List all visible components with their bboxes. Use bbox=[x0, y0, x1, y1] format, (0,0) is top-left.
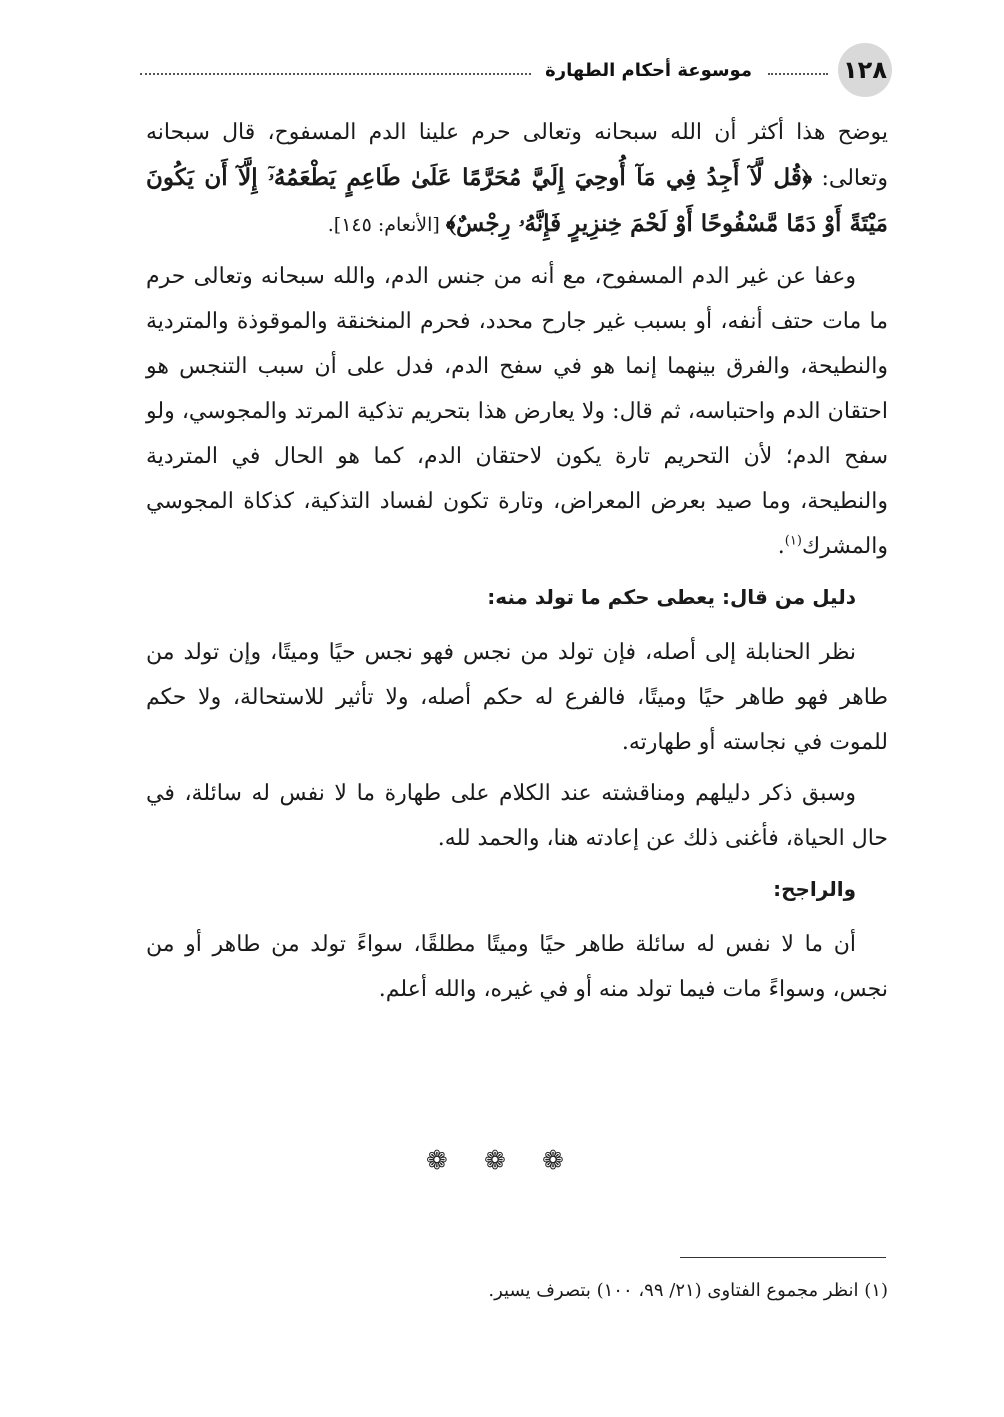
section-end-ornament: ❁ ❁ ❁ bbox=[426, 1146, 578, 1176]
page-header bbox=[140, 48, 892, 92]
page-body bbox=[146, 110, 888, 1018]
page-number: ١٢٨ bbox=[838, 43, 892, 97]
section-heading-preferred: والراجح: bbox=[773, 877, 856, 901]
paragraph-4: وسبق ذكر دليلهم ومناقشته عند الكلام على طهارة ما لا نفس له سائلة، في حال الحياة، فأغنى ذلك عن إعادته هنا، والحمد لله. bbox=[146, 781, 888, 851]
footnote-marker[interactable]: (١) bbox=[784, 533, 802, 549]
footnote: (١) انظر مجموع الفتاوى (٢١/ ٩٩، ١٠٠) بتصرف يسير. bbox=[488, 1280, 888, 1301]
paragraph-3: نظر الحنابلة إلى أصله، فإن تولد من نجس فهو نجس حيًا وميتًا، وإن تولد من طاهر فهو طاهر حيًا وميتًا، فالفرع له حكم أصله، ولا تأثير للاستحالة، ولا حكم للموت في نجاسته أو طهارته. bbox=[146, 640, 889, 755]
paragraph-1 bbox=[146, 110, 888, 248]
section-heading-evidence: دليل من قال: يعطى حكم ما تولد منه: bbox=[487, 585, 856, 609]
header-dotted-rule-left bbox=[140, 73, 531, 75]
paragraph-2-end: . bbox=[777, 534, 785, 559]
footnote-separator bbox=[680, 1257, 886, 1258]
paragraph-5: أن ما لا نفس له سائلة طاهر حيًا وميتًا مطلقًا، سواءً تولد من طاهر أو من نجس، وسواءً مات فيما تولد منه أو في غيره، والله أعلم. bbox=[146, 932, 888, 1002]
quran-verse: ﴿قُل لَّآ أَجِدُ فِي مَآ أُوحِيَ إِلَيَّ مُحَرَّمًا عَلَىٰ طَاعِمٍ يَطْعَمُهُۥٓ إِلَّآ أَن يَكُونَ مَيْتَةً أَوْ دَمًا مَّسْفُوحًا أَوْ لَحْمَ خِنزِيرٍ فَإِنَّهُۥ رِجْسٌ﴾ bbox=[146, 164, 888, 237]
paragraph-2-text: وعفا عن غير الدم المسفوح، مع أنه من جنس الدم، والله سبحانه وتعالى حرم ما مات حتف أنفه، أو بسبب غير جارح محدد، فحرم المنخنقة والموقوذة والمتردية والنطيحة، والفرق بينهما إنما هو في سفح الدم، فدل على أن سبب التنجس هو احتقان الدم واحتباسه، ثم قال: ولا يعارض هذا بتحريم تذكية المرتد والمجوسي، ولو سفح الدم؛ لأن التحريم تارة يكون لاحتقان الدم، كما هو الحال في المتردية والنطيحة، وما صيد بعرض المعراض، وتارة تكون لفساد التذكية، كذكاة المجوسي والمشرك bbox=[146, 264, 888, 559]
verse-reference: [الأنعام: ١٤٥]. bbox=[327, 214, 446, 236]
book-title: موسوعة أحكام الطهارة bbox=[545, 59, 752, 81]
paragraph-1-text: يوضح هذا أكثر أن الله سبحانه وتعالى حرم علينا الدم المسفوح، قال سبحانه وتعالى: bbox=[146, 120, 888, 191]
header-dotted-rule-right bbox=[768, 73, 828, 75]
paragraph-2 bbox=[146, 254, 888, 569]
